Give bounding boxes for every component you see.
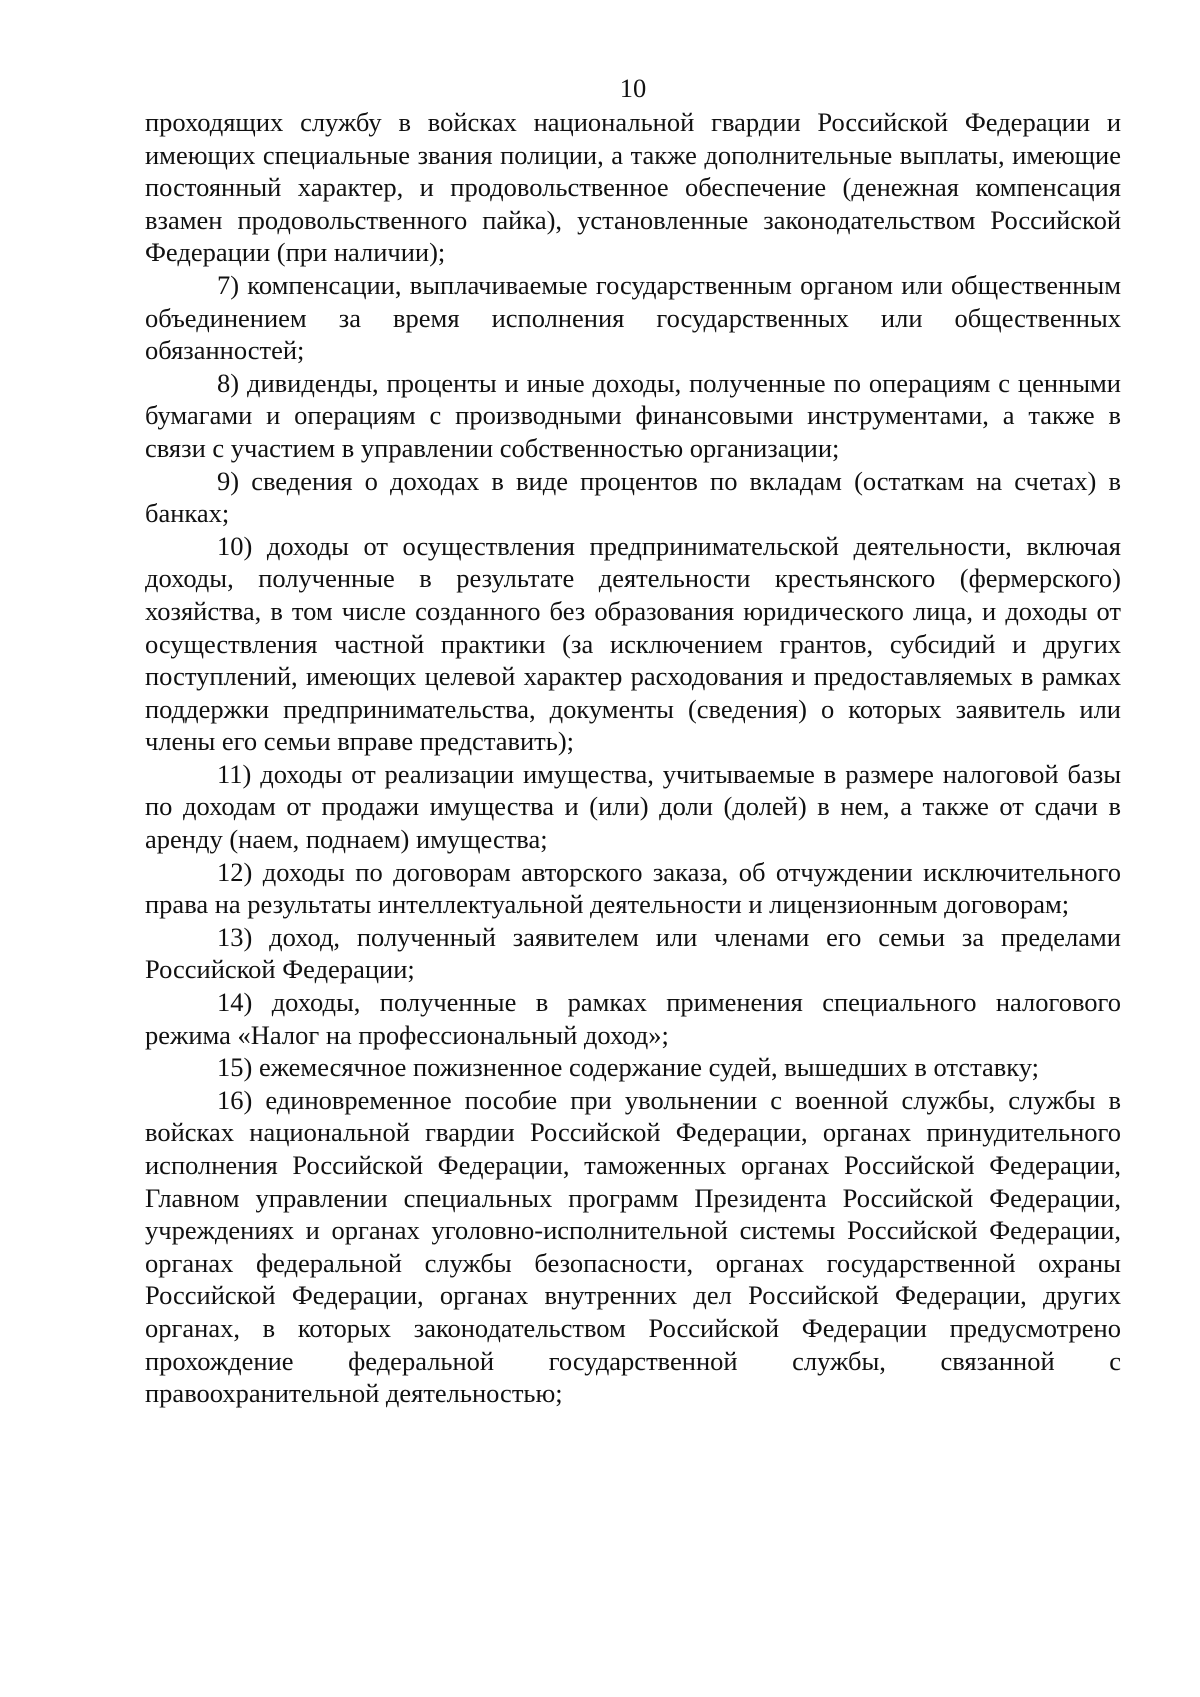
paragraph-item-13: 13) доход, полученный заявителем или членами его семьи за пределами Российской Федерации; xyxy=(145,921,1121,985)
paragraph-item-14: 14) доходы, полученные в рамках применения специального налогового режима «Налог на профессиональный доход»; xyxy=(145,987,1121,1050)
paragraph-item-11: 11) доходы от реализации имущества, учитываемые в размере налоговой базы по доходам от продажи имущества и (или) доли (долей) в нем, а также от сдачи в аренду (наем, поднаем) имущества; xyxy=(145,758,1121,855)
paragraph-continuation: проходящих службу в войсках национальной гвардии Российской Федерации и имеющих специальные звания полиции, а также дополнительные выплаты, имеющие постоянный характер, и продовольственное обеспечение (денежная компенсация взамен продовольственного пайка), установленные законодательством Российской Федерации (при наличии); xyxy=(145,107,1121,268)
paragraph-item-15: 15) ежемесячное пожизненное содержание судей, вышедших в отставку; xyxy=(217,1052,1040,1083)
paragraph-item-9: 9) сведения о доходах в виде процентов по вкладам (остаткам на счетах) в банках; xyxy=(145,465,1121,529)
paragraph-item-8: 8) дивиденды, проценты и иные доходы, полученные по операциям с ценными бумагами и операциям с производными финансовыми инструментами, а также в связи с участием в управлении собственностью организации; xyxy=(145,367,1121,463)
paragraph-item-12: 12) доходы по договорам авторского заказа, об отчуждении исключительного права на результаты интеллектуальной деятельности и лицензионным договорам; xyxy=(145,856,1121,920)
paragraph-item-10: 10) доходы от осуществления предпринимательской деятельности, включая доходы, полученные в результате деятельности крестьянского (фермерского) хозяйства, в том числе созданного без образования юридического лица, и доходы от осуществления частной практики (за исключением грантов, субсидий и других поступлений, имеющих целевой характер расходования и предоставляемых в рамках поддержки предпринимательства, документы (сведения) о которых заявитель или члены его семьи вправе представить); xyxy=(145,530,1121,757)
page-number: 10 xyxy=(619,73,647,103)
document-page xyxy=(145,70,1121,1410)
paragraph-item-16: 16) единовременное пособие при увольнении с военной службы, службы в войсках национальной гвардии Российской Федерации, органах принудительного исполнения Российской Федерации, таможенных органах Российской Федерации, Главном управлении специальных программ Президента Российской Федерации, учреждениях и органах уголовно-исполнительной системы Российской Федерации, органах федеральной службы безопасности, органах государственной охраны Российской Федерации, органах внутренних дел Российской Федерации, других органах, в которых законодательством Российской Федерации предусмотрено прохождение федеральной государственной службы, связанной с правоохранительной деятельностью; xyxy=(145,1084,1121,1409)
paragraph-item-7: 7) компенсации, выплачиваемые государственным органом или общественным объединением за время исполнения государственных или общественных обязанностей; xyxy=(145,269,1121,366)
